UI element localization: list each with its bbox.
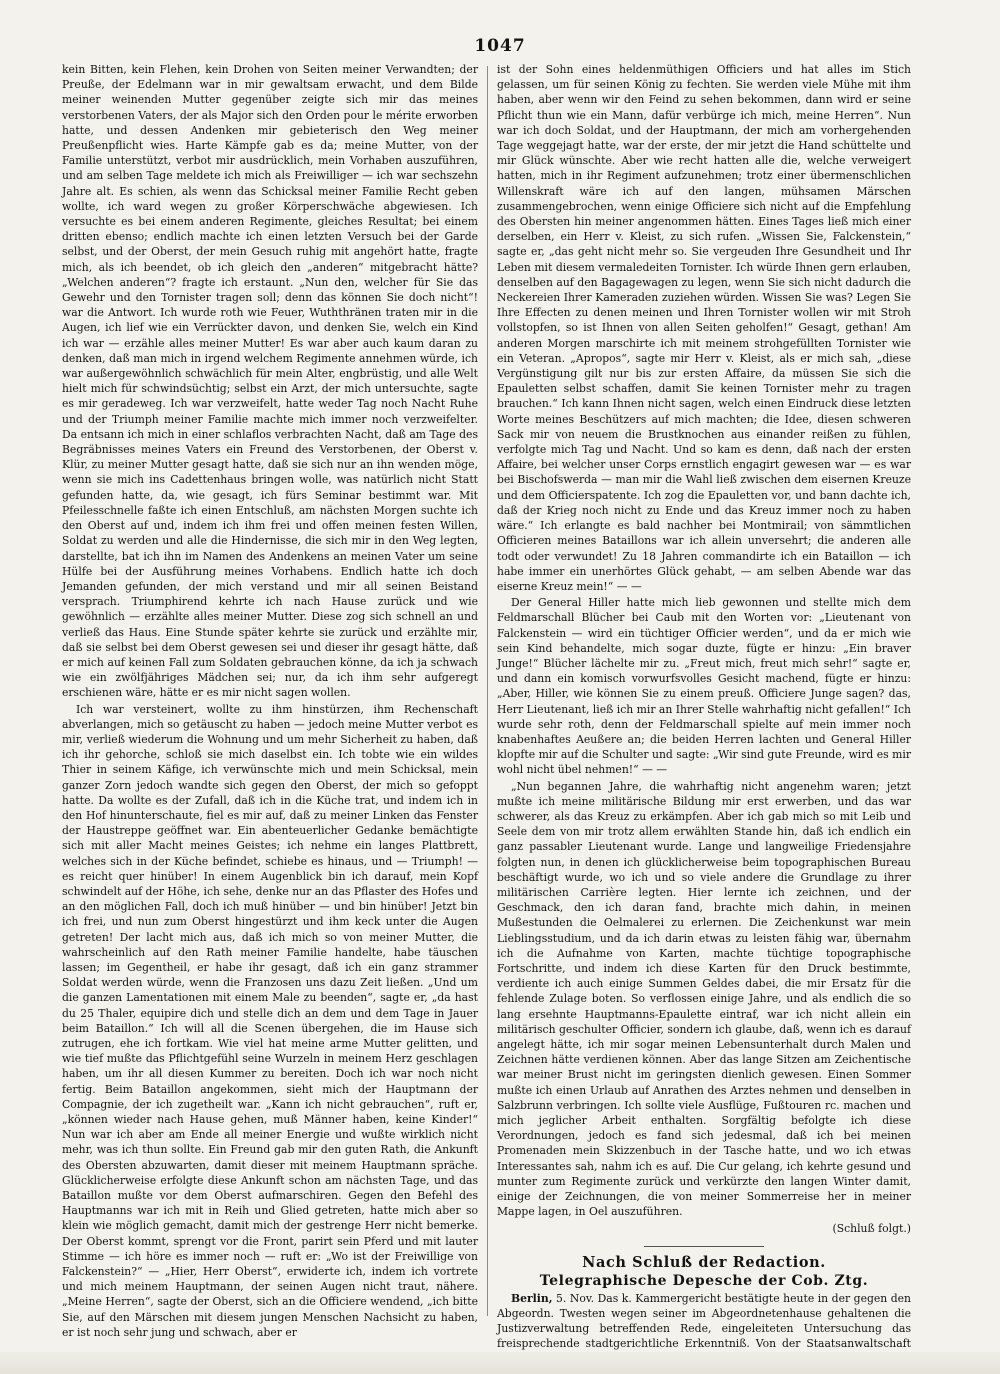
dispatch-dateline: Berlin, [511,1291,553,1305]
left-column [62,62,478,1339]
right-column [497,62,912,1351]
paragraph: „Nun begannen Jahre, die wahrhaftig nicht angenehm waren; jetzt mußte ich meine militärische Bildung mir erst erwerben, und das war schwerer, als das Kreuz zu erkämpfen. Aber ich gab mich so mit Leib und Seele dem von mir trotz allem erwählten Stande hin, daß ich endlich ein ganz passabler Lieutenant wurde. Lange und langweilige Friedensjahre folgten nun, in denen ich glücklicherweise beim topographischen Bureau beschäftigt wurde, wo ich und so viele andere die Grundlage zu ihrer militärischen Carrière legten. Hier lernte ich zeichnen, und der Geschmack, den ich daran fand, brachte mich dahin, in meinen Mußestunden die Oelmalerei zu erlernen. Die Zeichenkunst war mein Lieblingsstudium, und da ich darin etwas zu leisten fähig war, übernahm ich die Aufnahme von Karten, machte tüchtige topographische Fortschritte, und indem ich diese Karten für den Druck bestimmte, verdiente ich auch einige Summen Geldes dabei, die mir Ersatz für die fehlende Zulage boten. So verflossen einige Jahre, und als endlich die so lang ersehnte Hauptmanns-Epaulette eintraf, war ich nicht allein ein militärisch geschulter Officier, sondern ich glaube, daß, wenn ich es darauf angelegt hätte, ich mir sogar meinen Lebensunterhalt durch Malen und Zeichnen hätte verdienen können. Aber das lange Sitzen am Zeichentische war meiner Brust nicht im geringsten dienlich gewesen. Einen Sommer mußte ich einen Urlaub auf Anrathen des Arztes nehmen und denselben in Salzbrunn verbringen. Ich sollte viele Ausflüge, Fußtouren rc. machen und mich jeglicher Arbeit enthalten. Sorgfältig befolgte ich diese Verordnungen, jedoch es fand sich jedesmal, daß ich bei meinen Promenaden mein Skizzenbuch in der Tasche hatte, und wo ich etwas Interessantes sah, nahm ich es auf. Die Cur gelang, ich kehrte gesund und munter zum Regimente zurück und verkürzte den langen Winter damit, einige der Zeichnungen, die von meiner Sommerreise her in meiner Mappe lagen, in Oel auszuführen. [497,779,911,1219]
paragraph: Ich war versteinert, wollte zu ihm hinstürzen, ihm Rechenschaft abverlangen, mich so getäuscht zu haben — jedoch meine Mutter verbot es mir, verließ wiederum die Wohnung und um mehr Sicherheit zu haben, daß ich ihr gehorche, schloß sie mich daselbst ein. Ich tobte wie ein wildes Thier in seinem Käfige, ich verwünschte mich und mein Schicksal, mein ganzer Zorn jedoch wandte sich gegen den Oberst, der mich so gefoppt hatte. Da wollte es der Zufall, daß ich in die Küche trat, und indem ich in den Hof hinunterschaute, fiel es mir auf, daß zu meiner Linken das Fenster der Haustreppe geöffnet war. Ein abenteuerlicher Gedanke bemächtigte sich mit aller Macht meines Geistes; ich nehme ein langes Plattbrett, welches sich in der Küche befindet, schiebe es hinaus, und — Triumph! — es reicht quer hinüber! In einem Augenblick bin ich darauf, mein Kopf schwindelt auf der Höhe, ich sehe, denke nur an das Pflaster des Hofes und an den möglichen Fall, doch ich muß hinüber — und bin hinüber! Jetzt bin ich frei, und nun zum Oberst hingestürzt und ihm keck unter die Augen getreten! Der lacht mich aus, daß ich mich so von meiner Mutter, die wahrscheinlich auf den Rath meiner Familie handelte, habe täuschen lassen; im Gegentheil, er habe ihr gesagt, daß ich ein ganz strammer Soldat werden würde, wenn die Franzosen uns dazu Zeit ließen. „Und um die ganzen Lamentationen mit einem Male zu beenden“, sagte er, „da hast du 25 Thaler, equipire dich und stelle dich an dem und dem Tage in Jauer beim Bataillon.“ Ich will all die Scenen übergehen, die im Hause sich zutrugen, ehe ich fortkam. Wie viel hat meine arme Mutter gelitten, und wie tief mußte das Pflichtgefühl seine Wurzeln in meinem Herz geschlagen haben, um ihr all diesen Kummer zu bereiten. Doch ich war noch nicht fertig. Beim Bataillon angekommen, sieht mich der Hauptmann der Compagnie, der ich zugetheilt war. „Kann ich nicht gebrauchen“, ruft er, „können wieder nach Hause gehen, muß Männer haben, keine Kinder!“ Nun war ich aber am Ende all meiner Energie und wußte wirklich nicht mehr, was ich thun sollte. Ein Freund gab mir den guten Rath, die Ankunft des Obersten abzuwarten, damit dieser mit meinem Hauptmann spräche. Glücklicherweise erfolgte diese Ankunft schon am nächsten Tage, und das Bataillon mußte vor dem Oberst aufmarschiren. Gegen den Befehl des Hauptmanns war ich mit in Reih und Glied getreten, hatte mich aber so klein wie möglich gemacht, damit mich der gestrenge Herr nicht bemerke. Der Oberst kommt, sprengt vor die Front, parirt sein Pferd und mit lauter Stimme — ich höre es immer noch — ruft er: „Wo ist der Freiwillige von Falckenstein?“ — „Hier, Herr Oberst“, erwiderte ich, indem ich vortrete und mich meinem Hauptmann, der seinen Augen nicht traut, nähere. „Meine Herren“, sagte der Oberst, sich an die Officiere wendend, „ich bitte Sie, auf den Märschen mit diesem jungen Menschen Nachsicht zu haben, er ist noch sehr jung und schwach, aber er [62,702,478,1339]
continuation-note: (Schluß folgt.) [832,1222,911,1236]
page-number: 1047 [474,36,526,56]
paragraph: ist der Sohn eines heldenmüthigen Officiers und hat alles im Stich gelassen, um für seinen König zu fechten. Sie werden viele Mühe mit ihm haben, aber wenn wir den Feind zu sehen bekommen, dann wird er seine Pflicht thun wie ein Mann, dafür verbürge ich mich, meine Herren“. Nun war ich doch Soldat, und der Hauptmann, der mich am vorhergehenden Tage weggejagt hatte, war der erste, der mir jetzt die Hand schüttelte und mir Glück wünschte. Aber wie recht hatten alle die, welche verweigert hatten, mich in ihr Regiment aufzunehmen; trotz einer übermenschlichen Willenskraft wäre ich auf den langen, mühsamen Märschen zusammengebrochen, wenn einige Officiere sich nicht auf die Empfehlung des Obersten hin meiner angenommen hätten. Eines Tages ließ mich einer derselben, ein Herr v. Kleist, zu sich rufen. „Wissen Sie, Falckenstein,“ sagte er, „das geht nicht mehr so. Sie vergeuden Ihre Gesundheit und Ihr Leben mit diesem vermaledeiten Tornister. Ich würde Ihnen gern erlauben, denselben auf den Bagagewagen zu legen, wenn Sie sich nicht dadurch die Neckereien Ihrer Kameraden zuziehen würden. Wissen Sie was? Legen Sie Ihre Effecten zu denen meinen und Ihren Tornister wollen wir mit Stroh vollstopfen, so ist Ihnen von allen Seiten geholfen!“ Gesagt, gethan! Am anderen Morgen marschirte ich mit meinem strohgefüllten Tornister wie ein Veteran. „Apropos“, sagte mir Herr v. Kleist, als er mich sah, „diese Vergünstigung gilt nur bis zur ersten Affaire, da müssen Sie sich die Epauletten selbst schaffen, damit Sie keinen Tornister mehr zu tragen brauchen.“ Ich kann Ihnen nicht sagen, welch einen Eindruck diese letzten Worte meines Beschützers auf mich machten; die Idee, diesen schweren Sack mir von neuem die Brustknochen aus einander reißen zu fühlen, verfolgte mich Tag und Nacht. Und so kam es denn, daß nach der ersten Affaire, bei welcher unser Corps ernstlich engagirt gewesen war — es war bei Bischofswerda — man mir die Wahl ließ zwischen dem eisernen Kreuze und dem Officierspatente. Ich zog die Epauletten vor, und bann dachte ich, daß der Krieg noch nicht zu Ende und das Kreuz immer noch zu haben wäre.“ Ich erlangte es bald nachher bei Montmirail; von sämmtlichen Officieren meines Bataillons war ich allein unversehrt; die anderen alle todt oder verwundet! Zu 18 Jahren commandirte ich ein Bataillon — ich habe immer ein unerhörtes Glück gehabt, — am selben Abende war das eiserne Kreuz mein!“ — — [497,63,911,593]
column-divider [487,66,488,1316]
paragraph: kein Bitten, kein Flehen, kein Drohen von Seiten meiner Verwandten; der Preuße, der Edelmann war in mir gewaltsam erwacht, und dem Bilde meiner weinenden Mutter gegenüber zeigte sich mir das meines verstorbenen Vaters, der als Major sich den Orden pour le mérite erworben hatte, und dessen Andenken mir gebieterisch den Weg meiner Preußenpflicht wies. Harte Kämpfe gab es da; meine Mutter, von der Familie unterstützt, verbot mir ausdrücklich, mein Vorhaben auszuführen, und am selben Tage meldete ich mich als Freiwilliger — ich war sechszehn Jahre alt. Es schien, als wenn das Schicksal meiner Familie Recht geben wollte, ich ward wegen zu großer Körperschwäche abgewiesen. Ich versuchte es bei einem anderen Regimente, gleiches Resultat; bei einem dritten ebenso; endlich machte ich einen letzten Versuch bei der Garde selbst, und der Oberst, der mein Gesuch ruhig mit angehört hatte, fragte mich, als ich beendet, ob ich gleich den „anderen“ mitgebracht hätte? „Welchen anderen“? fragte ich erstaunt. „Nun den, welcher für Sie das Gewehr und den Tornister tragen soll; denn das können Sie doch nicht“! war die Antwort. Ich wurde roth wie Feuer, Wuththränen traten mir in die Augen, ich lief wie ein Verrückter davon, und denken Sie, welch ein Kind ich war — erzähle alles meiner Mutter! Es war aber auch kaum daran zu denken, daß man mich in irgend welchem Regimente annehmen würde, ich war außergewöhnlich schwächlich für mein Alter, engbrüstig, und alle Welt hielt mich für schwindsüchtig; selbst ein Arzt, der mich untersuchte, sagte es mir geradeweg. Ich war verzweifelt, hatte weder Tag noch Nacht Ruhe und der Triumph meiner Familie machte mich immer noch verzweifelter. Da entsann ich mich in einer schlaflos verbrachten Nacht, daß am Tage des Begräbnisses meines Vaters ein Freund des Verstorbenen, der Oberst v. Klür, zu meiner Mutter gesagt hatte, daß sie sich nur an ihn wenden möge, wenn sie mich ins Cadettenhaus bringen wolle, was natürlich nicht Statt gefunden hatte, da, wie gesagt, ich fürs Seminar bestimmt war. Mit Pfeilesschnelle faßte ich einen Entschluß, am nächsten Morgen suchte ich den Oberst auf und, indem ich ihm frei und offen meinen festen Willen, Soldat zu werden und alle die Hindernisse, die sich mir in den Weg legten, darstellte, bat ich ihn im Namen des Andenkens an meinen Vater um seine Hülfe bei der Ausführung meines Vorhabens. Endlich hatte ich doch Jemanden gefunden, der mich verstand und mir all seinen Beistand versprach. Triumphirend kehrte ich nach Hause zurück und wie gewöhnlich — erzählte alles meiner Mutter. Diese zog sich schnell an und verließ das Haus. Eine Stunde später kehrte sie zurück und erzählte mir, daß sie selbst bei dem Oberst gewesen sei und dieser ihr gesagt hätte, daß er mich auf keinen Fall zum Soldaten gebrauchen könne, da ich ja schwach wie ein zwölfjähriges Mädchen sei; nur, da ich ihm sehr aufgeregt erschienen wäre, hätte er es mir nicht sagen wollen. [62,63,478,700]
paragraph: Der General Hiller hatte mich lieb gewonnen und stellte mich dem Feldmarschall Blücher bei Caub mit den Worten vor: „Lieutenant von Falckenstein — wird ein tüchtiger Officier werden“, und da er mich wie sein Kind behandelte, mich sogar duzte, fügte er hinzu: „Ein braver Junge!“ Blücher lächelte mir zu. „Freut mich, freut mich sehr!“ sagte er, und dann ein komisch vorwurfsvolles Gesicht machend, fügte er hinzu: „Aber, Hiller, wie können Sie zu einem preuß. Officiere Junge sagen? das, Herr Lieutenant, ließ ich mir an Ihrer Stelle wahrhaftig nicht gefallen!“ Ich wurde sehr roth, denn der Feldmarschall spielte auf mein immer noch knabenhaftes Aeußere an; die beiden Herren lachten und General Hiller klopfte mir auf die Schulter und sagte: „Wir sind gute Freunde, wird es mir wohl nicht übel nehmen!“ — — [497,596,911,777]
separator-rule [644,1246,764,1247]
section-headline: Nach Schluß der Redaction. [582,1253,826,1271]
page-bottom-edge [0,1352,1000,1374]
dispatch-headline: Telegraphische Depesche der Cob. Ztg. [539,1272,869,1289]
dispatch-text: 5. Nov. Das k. Kammergericht bestätigte heute in der gegen den Abgeordn. Twesten wegen seiner im Abgeordnetenhause gehaltenen die Justizverwaltung betreffenden Rede, eingeleiteten Untersuchung das freisprechende stadtgerichtliche Erkenntniß. Von der Staatsanwaltschaft [497,1291,912,1351]
